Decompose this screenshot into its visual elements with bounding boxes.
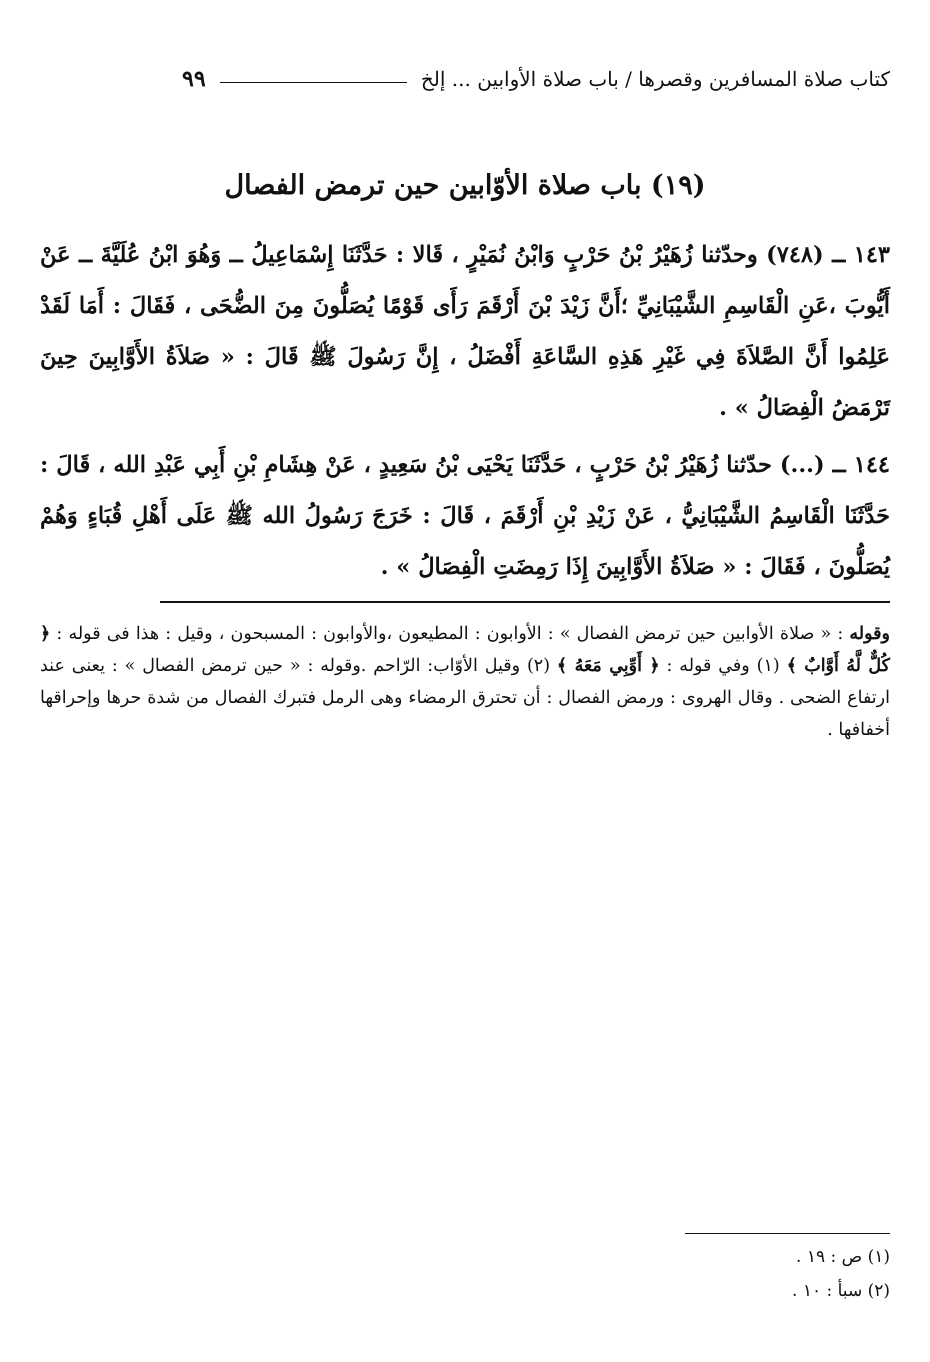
chapter-heading: (١٩) باب صلاة الأوّابين حين ترمض الفصال xyxy=(224,170,706,201)
page-number: ٩٩ xyxy=(182,66,206,92)
hadith-body xyxy=(40,230,890,593)
footnotes xyxy=(490,1240,890,1308)
commentary-text-2: وفي قوله : xyxy=(666,656,750,676)
hadith-143: ١٤٣ ــ (٧٤٨) وحدّثنا زُهَيْرُ بْنُ حَرْبٍ وَابْنُ نُمَيْرٍ ، قَالا : حَدَّثَنَا إِسْمَاعِيلُ ــ وَهُوَ ابْنُ عُلَيَّةَ ــ عَنْ أَيُّوبَ ،عَنِ الْقَاسِمِ الشَّيْبَانِيِّ ؛أَنَّ زَيْدَ بْنَ أَرْقَمَ رَأَى قَوْمًا يُصَلُّونَ مِنَ الضُّحَى ، فَقَالَ : أَمَا لَقَدْ عَلِمُوا أَنَّ الصَّلاَةَ فِي غَيْرِ هَذِهِ السَّاعَةِ أَفْضَلُ ، إِنَّ رَسُولَ ﷺ قَالَ : « صَلاَةُ الأَوَّابِينَ حِينَ تَرْمَضُ الْفِصَالُ » . xyxy=(40,242,890,421)
footnote-ref-2: (٢) xyxy=(526,656,551,676)
footnote-divider xyxy=(685,1233,890,1234)
commentary-text-3: وقيل الأوّاب: الرّاحم .وقوله : « حين ترمض الفصال » : يعنى عند ارتفاع الضحى . وقال الهروى : ورمض الفصال : أن تحترق الرمضاء وهى الرمل فتبرك الفصال من شدة حرها وإحراقها أخفافها . xyxy=(40,656,890,740)
hadith-144: ١٤٤ ــ (...) حدّثنا زُهَيْرُ بْنُ حَرْبٍ ، حَدَّثَنَا يَحْيَى بْنُ سَعِيدٍ ، عَنْ هِشَامِ بْنِ أَبِي عَبْدِ الله ، قَالَ : حَدَّثَنَا الْقَاسِمُ الشَّيْبَانِيُّ ، عَنْ زَيْدِ بْنِ أَرْقَمَ ، قَالَ : خَرَجَ رَسُولُ الله ﷺ عَلَى أَهْلِ قُبَاءٍ وَهُمْ يُصَلُّونَ ، فَقَالَ : « صَلاَةُ الأَوَّابِينَ إِذَا رَمِضَتِ الْفِصَالُ » . xyxy=(40,452,890,580)
quran-quote-2: ﴿ أَوِّبِي مَعَهُ ﴾ xyxy=(556,656,660,676)
footnote-1: (١) ص : ١٩ . xyxy=(796,1247,890,1267)
commentary-text-1: : « صلاة الأوابين حين ترمض الفصال » : الأوابون : المطيعون ،والأوابون : المسبحون ، وقيل : هذا فى قوله : xyxy=(56,624,844,644)
commentary xyxy=(40,618,890,746)
footnote-ref-1: (١) xyxy=(756,656,780,676)
commentary-paragraph xyxy=(40,618,890,746)
running-title: كتاب صلاة المسافرين وقصرها / باب صلاة الأوابين ... إلخ xyxy=(420,67,890,91)
header-rule xyxy=(220,82,407,83)
footnote-2: (٢) سبأ : ١٠ . xyxy=(792,1281,890,1301)
running-header xyxy=(170,62,890,96)
commentary-divider xyxy=(160,601,890,603)
commentary-lead: وقوله xyxy=(849,624,890,644)
quran-quote-1: ﴿ كُلٌّ لَّهُ أَوَّابٌ ﴾ xyxy=(40,624,890,676)
